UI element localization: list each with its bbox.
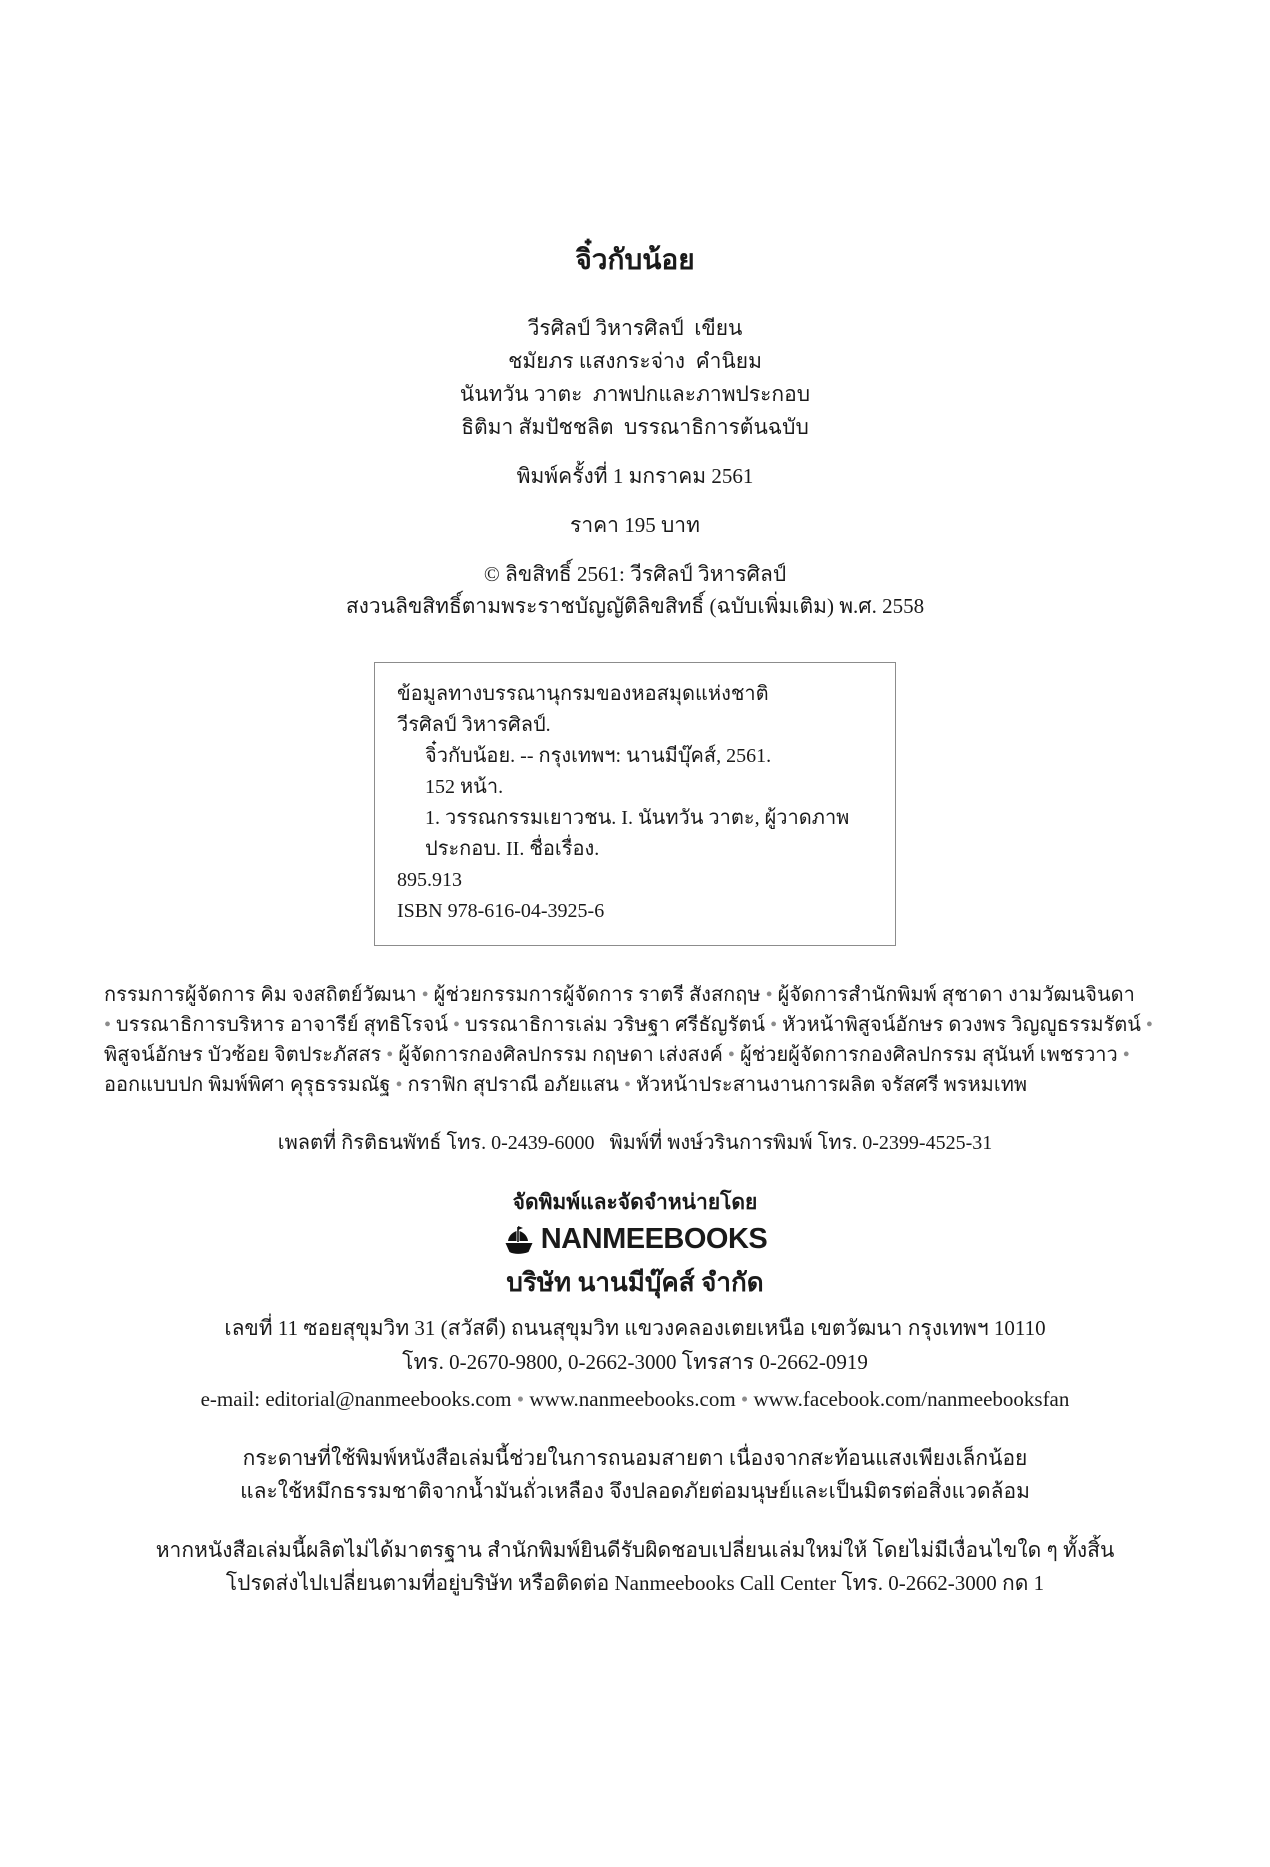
staff-credits-line: ออกแบบปก พิมพ์พิศา คุรุธรรมณัฐ • กราฟิก สุปราณี อภัยแสน • หัวหน้าประสานงานการผลิต จรัสศรี พรหมเทพ — [104, 1074, 1028, 1096]
cip-title-imprint: จิ๋วกับน้อย. -- กรุงเทพฯ: นานมีบุ๊คส์, 2561. — [425, 745, 772, 767]
plate-and-print-line: เพลตที่ กิรติธนพัทธ์ โทร. 0-2439-6000 พิมพ์ที่ พงษ์วรินการพิมพ์ โทร. 0-2399-4525-31 — [277, 1132, 993, 1154]
cip-pages: 152 หน้า. — [425, 776, 504, 798]
credit-editor: ธิติมา สัมปัชชลิต บรรณาธิการต้นฉบับ — [461, 415, 809, 439]
nanmeebooks-logo — [0, 1223, 1270, 1256]
book-title: จิ๋วกับน้อย — [575, 245, 695, 276]
publisher-address: เลขที่ 11 ซอยสุขุมวิท 31 (สวัสดี) ถนนสุขุมวิท แขวงคลองเตยเหนือ เขตวัฒนา กรุงเทพฯ 10110 — [224, 1316, 1046, 1340]
edition-line: พิมพ์ครั้งที่ 1 มกราคม 2561 — [516, 464, 754, 488]
cip-subjects: 1. วรรณกรรมเยาวชน. I. นันทวัน วาตะ, ผู้วาดภาพประกอบ. II. ชื่อเรื่อง. — [425, 807, 850, 860]
staff-credits-block — [104, 980, 1166, 1100]
copyright-line: © ลิขสิทธิ์ 2561: วีรศิลป์ วิหารศิลป์ — [483, 562, 787, 586]
guarantee-note-line: โปรดส่งไปเปลี่ยนตามที่อยู่บริษัท หรือติดต่อ Nanmeebooks Call Center โทร. 0-2662-3000 กด 1 — [225, 1571, 1045, 1595]
guarantee-note-line: หากหนังสือเล่มนี้ผลิตไม่ได้มาตรฐาน สำนักพิมพ์ยินดีรับผิดชอบเปลี่ยนเล่มใหม่ให้ โดยไม่มีเงื่อนไขใด ๆ ทั้งสิ้น — [155, 1538, 1115, 1562]
copyright-block — [0, 558, 1270, 622]
publisher-contact-line: e-mail: editorial@nanmeebooks.com • www.nanmeebooks.com • www.facebook.com/nanmeebooksfan — [200, 1387, 1070, 1411]
published-by-label: จัดพิมพ์และจัดจำหน่ายโดย — [512, 1190, 758, 1214]
cip-header: ข้อมูลทางบรรณานุกรมของหอสมุดแห่งชาติ — [397, 683, 769, 705]
copyright-act-line: สงวนลิขสิทธิ์ตามพระราชบัญญัติลิขสิทธิ์ (ฉบับเพิ่มเติม) พ.ศ. 2558 — [345, 594, 925, 618]
credit-author: วีรศิลป์ วิหารศิลป์ เขียน — [527, 316, 743, 340]
credit-foreword: ชมัยภร แสงกระจ่าง คำนิยม — [508, 349, 762, 373]
staff-credits-line: กรรมการผู้จัดการ คิม จงสถิตย์วัฒนา • ผู้ช่วยกรรมการผู้จัดการ ราตรี สังสกฤษ • ผู้จัดการสำนักพิมพ์ สุชาดา งามวัฒนจินดา — [104, 984, 1135, 1006]
publisher-block — [0, 1186, 1270, 1412]
staff-credits-line: พิสูจน์อักษร บัวซ้อย จิตประภัสสร • ผู้จัดการกองศิลปกรรม กฤษดา เส่งสงค์ • ผู้ช่วยผู้จัดการกองศิลปกรรม สุนันท์ เพชรวาว • — [104, 1044, 1130, 1066]
cip-author: วีรศิลป์ วิหารศิลป์. — [397, 714, 551, 736]
paper-note-line: และใช้หมึกธรรมชาติจากน้ำมันถั่วเหลือง จึงปลอดภัยต่อมนุษย์และเป็นมิตรต่อสิ่งแวดล้อม — [240, 1479, 1030, 1503]
cip-isbn: ISBN 978-616-04-3925-6 — [397, 900, 605, 922]
guarantee-note-block — [0, 1534, 1270, 1600]
ship-icon — [503, 1224, 535, 1256]
paper-note-block — [0, 1442, 1270, 1508]
staff-credits-line: • บรรณาธิการบริหาร อาจารีย์ สุทธิโรจน์ • บรรณาธิการเล่ม วริษฐา ศรีธัญรัตน์ • หัวหน้าพิสูจน์อักษร ดวงพร วิญญูธรรมรัตน์ • — [104, 1014, 1153, 1036]
publisher-company-name: บริษัท นานมีบุ๊คส์ จำกัด — [506, 1268, 764, 1297]
credits-block — [0, 312, 1270, 444]
price-line: ราคา 195 บาท — [570, 513, 700, 537]
publisher-phone: โทร. 0-2670-9800, 0-2662-3000 โทรสาร 0-2662-0919 — [402, 1350, 868, 1374]
credit-illustrator: นันทวัน วาตะ ภาพปกและภาพประกอบ — [459, 382, 811, 406]
nanmeebooks-logo-text: NANMEEBOOKS — [540, 1223, 768, 1255]
cip-dewey-number: 895.913 — [397, 869, 462, 891]
paper-note-line: กระดาษที่ใช้พิมพ์หนังสือเล่มนี้ช่วยในการถนอมสายตา เนื่องจากสะท้อนแสงเพียงเล็กน้อย — [242, 1446, 1028, 1470]
cataloging-in-publication-box — [374, 662, 896, 946]
